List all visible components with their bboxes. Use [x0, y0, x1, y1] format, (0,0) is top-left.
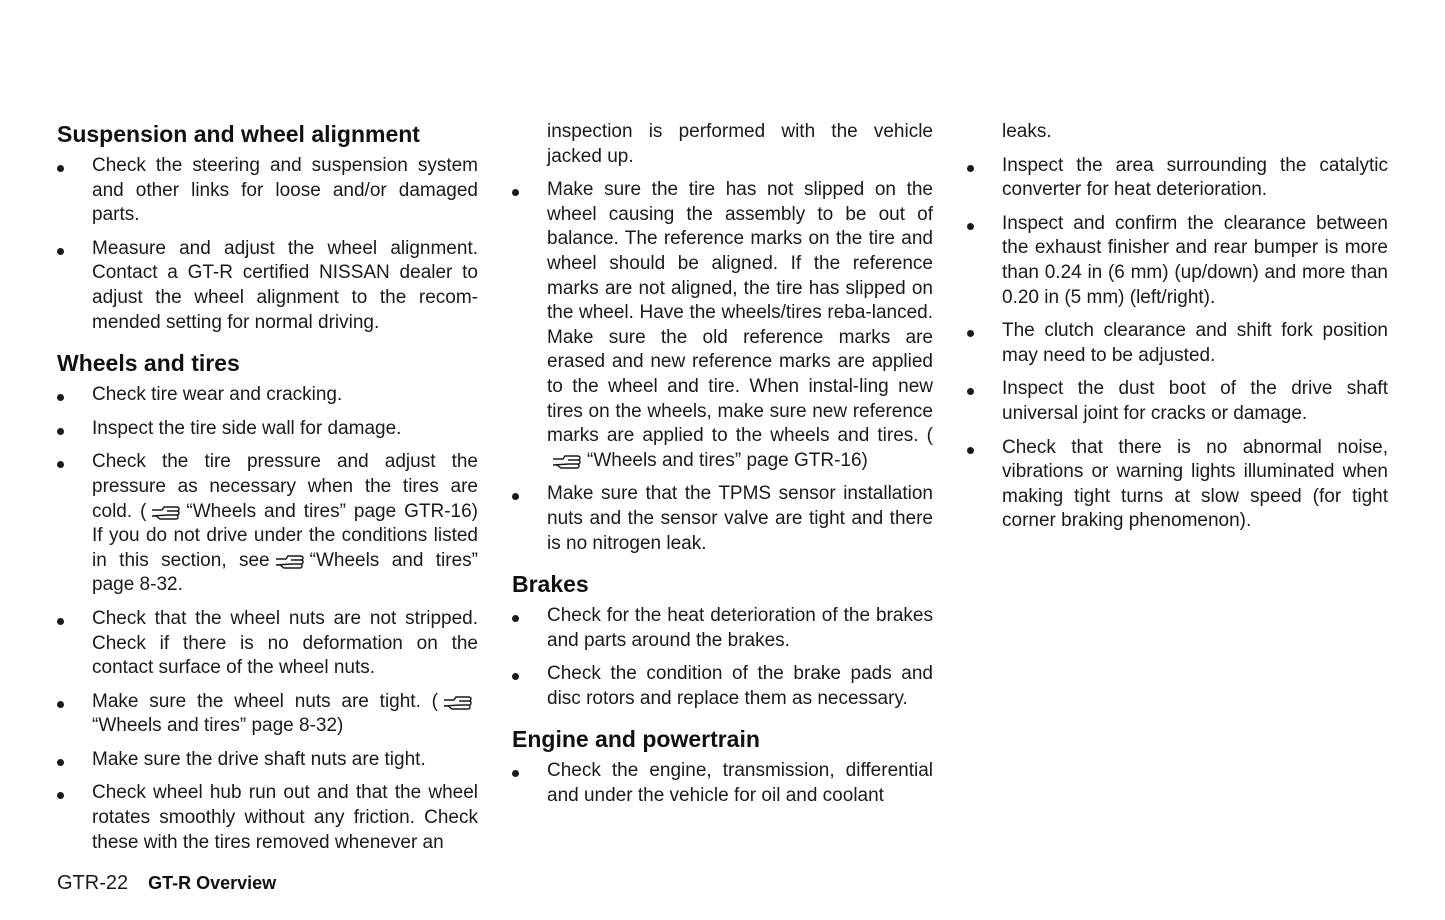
- bullet-icon: [512, 673, 519, 680]
- section-title: GT-R Overview: [148, 873, 277, 893]
- exhaust-drivetrain-list: [967, 154, 1388, 534]
- bullet-icon: [967, 447, 974, 454]
- pointing-hand-icon: [442, 691, 474, 711]
- list-item: Check the tire pressure and adjust the pressure as necessary when the tires are cold. ( “Wheels and tires” page GTR-16) If you do not drive under the conditions listed in this section, see “Wheels and tires” page 8-32.: [57, 450, 478, 598]
- list-item: Check that there is no abnormal noise, vibrations or warning lights illuminated when making tight turns at slow speed (for tight corner braking phenomenon).: [967, 436, 1388, 534]
- wheels-tires-list: [57, 383, 478, 855]
- list-item: Make sure the wheel nuts are tight. ( “Wheels and tires” page 8-32): [57, 690, 478, 739]
- list-item: Check the condition of the brake pads and disc rotors and replace them as necessary.: [512, 662, 933, 711]
- bullet-icon: [967, 330, 974, 337]
- bullet-icon: [57, 428, 64, 435]
- brakes-list: [512, 604, 933, 711]
- bullet-icon: [57, 248, 64, 255]
- pointing-hand-icon: [274, 550, 306, 570]
- list-item: Check the steering and suspension system and other links for loose and/or damaged parts.: [57, 154, 478, 228]
- heading-engine-powertrain: Engine and powertrain: [512, 726, 760, 753]
- list-item: Make sure the tire has not slipped on the wheel causing the assembly to be out of balance. The reference marks on the tire and wheel should be aligned. If the reference marks are not aligned, the tire has slipped on the wheel. Have the wheels/tires reba-lanced. Make sure the old reference marks are erased and new reference marks are applied to the wheel and tire. When instal-ling new tires on the wheels, make sure new reference marks are applied to the wheels and tires. ( “Wheels and tires” page GTR-16): [512, 178, 933, 473]
- list-item: Make sure the drive shaft nuts are tight.: [57, 748, 478, 773]
- engine-list: [512, 759, 933, 808]
- bullet-icon: [57, 792, 64, 799]
- bullet-icon: [512, 493, 519, 500]
- continued-text: inspection is performed with the vehicle jacked up.: [547, 121, 933, 167]
- list-item: Inspect the dust boot of the drive shaft universal joint for cracks or damage.: [967, 377, 1388, 426]
- list-item: Check tire wear and cracking.: [57, 383, 478, 408]
- bullet-icon: [57, 618, 64, 625]
- list-item: Check for the heat deterioration of the brakes and parts around the brakes.: [512, 604, 933, 653]
- suspension-list: [57, 154, 478, 335]
- list-item: Check that the wheel nuts are not stripped. Check if there is no deformation on the contact surface of the wheel nuts.: [57, 607, 478, 681]
- list-item: Measure and adjust the wheel alignment. Contact a GT-R certified NISSAN dealer to adjust the wheel alignment to the recom-mended setting for normal driving.: [57, 237, 478, 335]
- list-item: Make sure that the TPMS sensor installation nuts and the sensor valve are tight and there is no nitrogen leak.: [512, 482, 933, 556]
- bullet-icon: [57, 394, 64, 401]
- heading-suspension-wheel-alignment: Suspension and wheel alignment: [57, 121, 420, 147]
- bullet-icon: [967, 165, 974, 172]
- list-item: Inspect the tire side wall for damage.: [57, 417, 478, 442]
- column-left: [57, 120, 478, 864]
- bullet-icon: [57, 701, 64, 708]
- bullet-icon: [57, 461, 64, 468]
- column-middle: [512, 120, 933, 818]
- continued-text: leaks.: [1002, 121, 1052, 142]
- heading-brakes: Brakes: [512, 571, 589, 598]
- bullet-icon: [57, 759, 64, 766]
- list-item: Check wheel hub run out and that the wheel rotates smoothly without any friction. Check these with the tires removed whenever an: [57, 781, 478, 855]
- bullet-icon: [57, 165, 64, 172]
- bullet-icon: [967, 223, 974, 230]
- list-item: Inspect and confirm the clearance between the exhaust finisher and rear bumper is more than 0.24 in (6 mm) (up/down) and more than 0.20 in (5 mm) (left/right).: [967, 212, 1388, 310]
- list-item: Inspect the area surrounding the catalytic converter for heat deterioration.: [967, 154, 1388, 203]
- bullet-icon: [512, 189, 519, 196]
- column-right: [967, 120, 1388, 543]
- bullet-icon: [512, 615, 519, 622]
- pointing-hand-icon: [150, 501, 182, 521]
- list-item: Check the engine, transmission, differential and under the vehicle for oil and coolant: [512, 759, 933, 808]
- pointing-hand-icon: [551, 450, 583, 470]
- list-item: The clutch clearance and shift fork position may need to be adjusted.: [967, 319, 1388, 368]
- bullet-icon: [512, 770, 519, 777]
- tire-balance-list: [512, 178, 933, 556]
- page-number: GTR-22: [57, 872, 129, 894]
- heading-wheels-and-tires: Wheels and tires: [57, 350, 240, 377]
- bullet-icon: [967, 388, 974, 395]
- page-footer: [57, 872, 276, 898]
